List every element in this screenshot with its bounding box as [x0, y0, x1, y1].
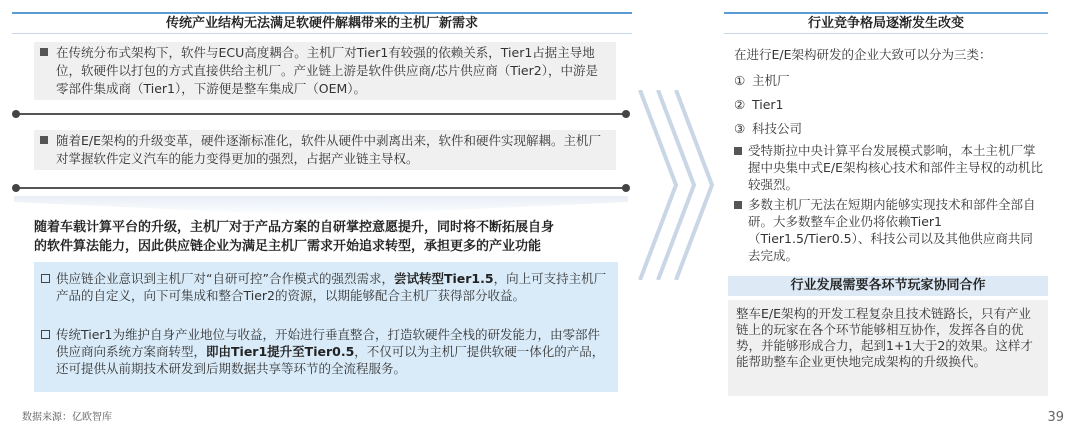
- data-source: 数据来源：亿欧智库: [22, 412, 112, 423]
- square-bullet-icon: [40, 48, 48, 56]
- page-number: 39: [1047, 410, 1064, 425]
- category-label: Tier1: [752, 97, 784, 112]
- left-section-title: 传统产业结构无法满足软硬件解耦带来的主机厂新需求: [12, 12, 632, 34]
- chevron-right-icon: [636, 90, 720, 280]
- intro-text: 在进行E/E架构研发的企业大致可以分为三类：: [734, 47, 992, 62]
- category-item: [734, 72, 790, 89]
- timeline-divider: [14, 113, 628, 115]
- competition-panel: [728, 44, 1048, 286]
- category-label: 主机厂: [752, 73, 790, 88]
- hollow-square-bullet-icon: [41, 330, 50, 339]
- item-text: 传统Tier1为维护自身产业地位与收益，开始进行垂直整合，打造软硬件全栈的研发能力，由零部件供应商向系统方案商转型，: [56, 327, 601, 359]
- collaboration-title: 行业发展需要各环节玩家协同合作: [728, 276, 1048, 296]
- item-text: 受特斯拉中央计算平台发展模式影响，本土主机厂掌握中央集中式E/E架构核心技术和部件主导权的动机比较强烈。: [748, 143, 1044, 192]
- divider-dot-icon: [622, 110, 630, 118]
- traditional-architecture-box: [34, 42, 616, 100]
- category-number: ②: [734, 97, 746, 112]
- square-bullet-icon: [734, 201, 742, 209]
- item-highlight: 即由Tier1提升至Tier0.5: [206, 344, 355, 359]
- divider-dot-icon: [12, 184, 20, 192]
- category-label: 科技公司: [752, 121, 803, 136]
- transition-summary: [34, 218, 616, 258]
- traditional-architecture-text: 在传统分布式架构下，软件与ECU高度耦合。主机厂对Tier1有较强的依赖关系，Tier1占据主导地位，软硬件以打包的方式直接供给主机厂。产业链上游是软件供应商/芯片供应商（Tier2），中游是零部件集成商（Tier1），下游便是整车集成厂（OEM）。: [56, 45, 598, 96]
- supplier-transformation-box: [34, 262, 618, 392]
- list-item: [34, 326, 618, 377]
- item-text: ，向上可支持主机厂产品的自定义，向下可集成和整合Tier2的资源，以期能够配合主机厂获得部分收益。: [56, 271, 607, 303]
- item-text: ，不仅可以为主机厂提供软硬一体化的产品，还可提供从前期技术研发到后期数据共享等环节的全流程服务。: [56, 344, 605, 376]
- divider-dot-icon: [12, 110, 20, 118]
- hollow-square-bullet-icon: [41, 274, 50, 283]
- list-item: [734, 196, 1044, 264]
- category-item: [734, 96, 784, 113]
- ee-architecture-upgrade-text: 随着E/E架构的升级变革，硬件逐渐标准化，软件从硬件中剥离出来，软件和硬件实现解耦。主机厂对掌握软件定义汽车的能力变得更加的强烈，占据产业链主导权。: [56, 133, 602, 166]
- category-number: ①: [734, 73, 746, 88]
- down-arrow-icon: [14, 196, 628, 216]
- ee-architecture-upgrade-box: [34, 130, 616, 170]
- transition-summary-line: 随着车载计算平台的升级，主机厂对于产品方案的自研掌控意愿提升，同时将不断拓展自身: [34, 220, 555, 235]
- category-item: [734, 120, 802, 137]
- item-text: 供应链企业意识到主机厂对“自研可控”合作模式的强烈需求，: [56, 271, 394, 286]
- divider-dot-icon: [622, 184, 630, 192]
- item-text: 多数主机厂无法在短期内能够实现技术和部件全部自研。大多数整车企业仍将依赖Tier1（Tier1.5/Tier0.5）、科技公司以及其他供应商共同去完成。: [748, 197, 1036, 263]
- right-section-title: 行业竞争格局逐渐发生改变: [724, 12, 1048, 34]
- category-number: ③: [734, 121, 746, 136]
- item-highlight: 尝试转型Tier1.5: [393, 271, 494, 286]
- list-item: [34, 270, 618, 304]
- collaboration-text: 整车E/E架构的开发工程复杂且技术链路长，只有产业链上的玩家在各个环节能够相互协作，发挥各自的优势，并能够形成合力，起到1+1大于2的效果。这样才能帮助整车企业更快地完成架构的升级换代。: [728, 300, 1048, 396]
- list-item: [734, 142, 1044, 193]
- square-bullet-icon: [734, 147, 742, 155]
- timeline-divider: [14, 187, 628, 189]
- square-bullet-icon: [40, 136, 48, 144]
- transition-summary-line: 的软件算法能力，因此供应链企业为满足主机厂需求开始追求转型，承担更多的产业功能: [34, 239, 542, 254]
